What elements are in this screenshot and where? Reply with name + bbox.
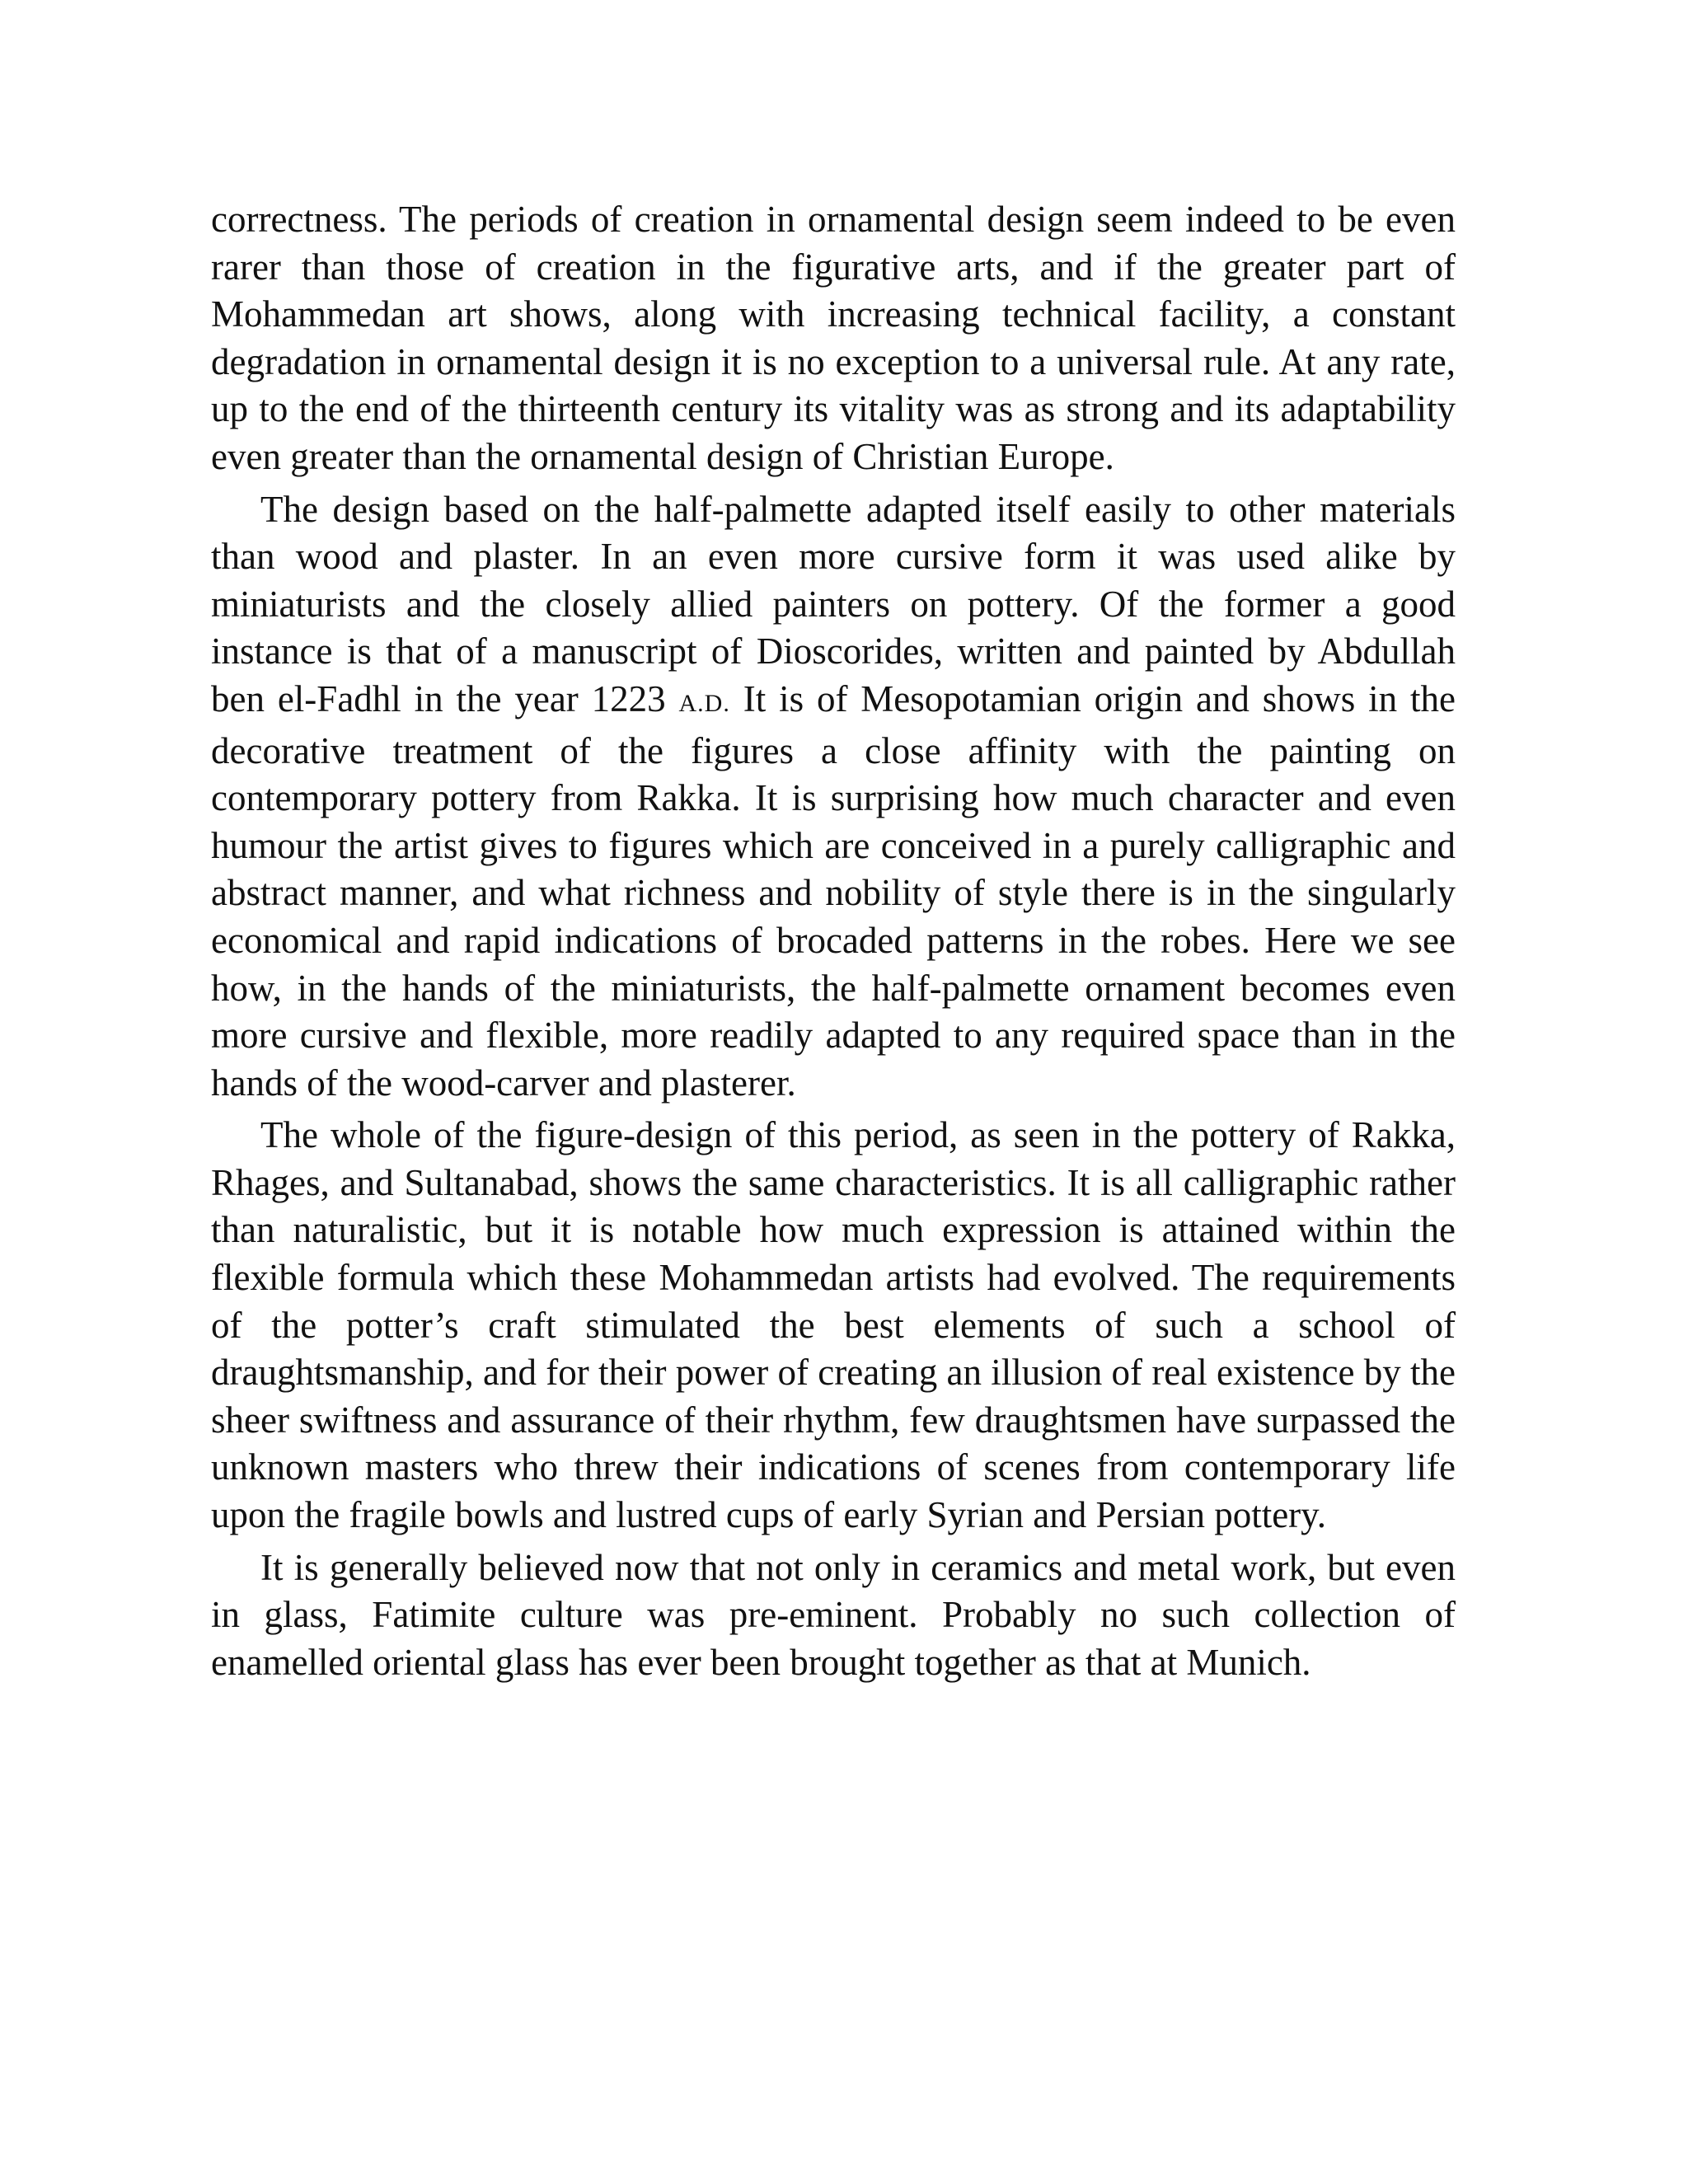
paragraph-text: It is generally believed now that not only in ceramics and metal work, but even in glass, Fatimite culture was pre-eminent. Probably no such collection of enamelled oriental glass has ever been brought together as that at Munich.: [211, 1546, 1456, 1683]
paragraph: [211, 486, 1456, 1108]
paragraph-text-start: The design based on the half-palmette adapted itself easily to other materials than wood and plaster. In an even more cursive form it was used alike by miniaturists and the closely allied painters on pottery. Of the former a good instance is that of a manuscript of Dioscorides, written and painted by Abdullah ben el-Fadhl in the year 1223: [211, 488, 1456, 719]
paragraph: [211, 1112, 1456, 1539]
paragraph-text: The whole of the figure-design of this period, as seen in the pottery of Rakka, Rhages, and Sultanabad, shows the same characteristics. It is all calligraphic rather than naturalistic, but it is notable how much expression is attained within the flexible formula which these Mohammedan artists had evolved. The requirements of the potter’s craft stimulated the best elements of such a school of draughtsmanship, and for their power of creating an illusion of real existence by the sheer swiftness and assurance of their rhythm, few draughtsmen have surpassed the unknown masters who threw their indications of scenes from contemporary life upon the fragile bowls and lustred cups of early Syrian and Persian pottery.: [211, 1114, 1456, 1536]
era-abbreviation: A.D.: [678, 689, 730, 717]
paragraph-text-end: It is of Mesopotamian origin and shows in the decorative treatment of the figures a close affinity with the painting on contemporary pottery from Rakka. It is surprising how much character and even humour the artist gives to figures which are conceived in a purely calligraphic and abstract manner, and what richness and nobility of style there is in the singularly economical and rapid indications of brocaded patterns in the robes. Here we see how, in the hands of the miniaturists, the half-palmette ornament becomes even more cursive and flexible, more readily adapted to any required space than in the hands of the wood-carver and plasterer.: [211, 677, 1456, 1104]
paragraph: [211, 1544, 1456, 1687]
body-text: [211, 196, 1456, 1686]
paragraph-continuation: [211, 196, 1456, 481]
paragraph-text: correctness. The periods of creation in ornamental design seem indeed to be even rarer than those of creation in the figurative arts, and if the greater part of Mohammedan art shows, along with increasing technical facility, a constant degradation in ornamental design it is no exception to a universal rule. At any rate, up to the end of the thirteenth century its vitality was as strong and its adaptability even greater than the ornamental design of Christian Europe.: [211, 199, 1456, 477]
